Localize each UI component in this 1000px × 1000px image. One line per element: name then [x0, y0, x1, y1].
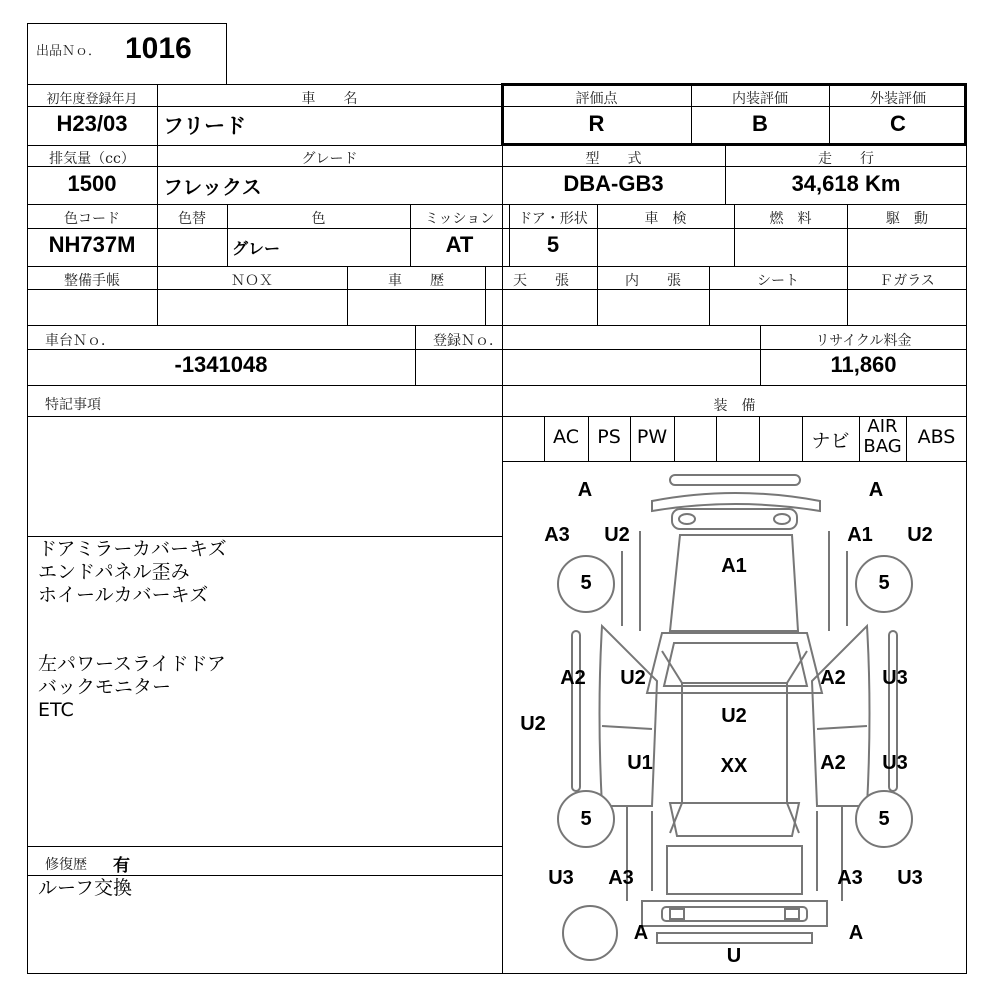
mark-front-left: A [577, 479, 593, 501]
nox-label: ＮＯＸ [231, 273, 273, 289]
mileage-label: 走 行 [818, 151, 874, 167]
model-label: 型 式 [585, 151, 642, 167]
mark-front-door-right: A2 [820, 667, 846, 689]
mark-quarter-right: A3 [837, 867, 863, 889]
wheel-fl-grade: 5 [580, 572, 592, 594]
seat-label: シート [757, 273, 799, 289]
note-line: ETC [38, 699, 74, 721]
note-line: 左パワースライドドア [38, 653, 226, 675]
mark-rear-center: U [726, 945, 742, 967]
equip-abs: ABS [917, 426, 956, 448]
car-name-value: フリード [163, 114, 247, 138]
color-label: 色 [311, 211, 326, 227]
mark-rear-door-right: A2 [820, 752, 846, 774]
mark-front-right: A [868, 479, 884, 501]
car-name-label: 車 名 [301, 91, 358, 107]
color-code-label: 色コード [64, 211, 120, 227]
registration-label: 登録Ｎｏ． [433, 333, 503, 349]
mark-quarter-left: U3 [548, 867, 574, 889]
roof-label: 天 張 [513, 273, 569, 289]
grade-label: グレード [301, 151, 358, 167]
color-code-value: NH737M [48, 232, 136, 257]
mark-roof: XX [720, 755, 748, 777]
grille-shape [672, 509, 797, 529]
equip-pw: PW [636, 426, 668, 448]
mark-quarter-left: A3 [608, 867, 634, 889]
mission-label: ミッション [424, 211, 495, 227]
note-line: ホイールカバーキズ [38, 584, 209, 606]
first-reg-value: H23/03 [56, 111, 128, 136]
repair-label: 修復歴 [45, 857, 87, 873]
recycle-label: リサイクル料金 [815, 333, 912, 349]
mark-fender-left: U2 [604, 524, 630, 546]
door-value: 5 [546, 232, 560, 257]
wheel-fr-grade: 5 [878, 572, 890, 594]
mark-fender-left: A3 [544, 524, 570, 546]
notes-label: 特記事項 [45, 397, 101, 413]
maintenance-label: 整備手帳 [64, 273, 120, 289]
exterior-value: C [890, 111, 906, 136]
mark-front-door-right: U3 [882, 667, 908, 689]
score-value: R [588, 111, 605, 136]
mark-fender-right: U2 [907, 524, 933, 546]
door-label: ドア・形状 [518, 211, 588, 227]
chassis-label: 車台Ｎｏ． [45, 333, 115, 349]
equip-airbag: AIR BAG [863, 416, 902, 457]
history-label: 車 歴 [388, 273, 444, 289]
note-line: バックモニター [38, 676, 172, 698]
roof-shape [682, 683, 787, 803]
repair-detail: ルーフ交換 [38, 877, 133, 899]
mark-front-door-left: U2 [620, 667, 646, 689]
interior-value: B [752, 111, 768, 136]
recolor-label: 色替 [178, 211, 206, 227]
equipment-label: 装 備 [713, 398, 756, 414]
equip-ps: PS [597, 426, 621, 448]
mark-rear-door-left: U1 [627, 752, 653, 774]
left-side-shape [600, 626, 658, 806]
mark-quarter-right: U3 [897, 867, 923, 889]
interior-label: 内装評価 [732, 91, 788, 107]
inner-label: 内 張 [625, 273, 681, 289]
wheel-rl-grade: 5 [580, 808, 592, 830]
repair-value: 有 [113, 856, 130, 876]
lot-number-label: 出品Ｎｏ． [36, 44, 102, 59]
right-side-shape [812, 626, 870, 806]
exterior-label: 外装評価 [870, 91, 926, 107]
equip-ac: AC [553, 426, 579, 448]
mark-front-door-left: A2 [560, 667, 586, 689]
mark-hood: A1 [721, 555, 747, 577]
displacement-value: 1500 [67, 171, 117, 196]
recycle-value: 11,860 [830, 352, 897, 377]
mark-rear-door-right: U3 [882, 752, 908, 774]
first-reg-label: 初年度登録年月 [46, 92, 138, 107]
equip-navi: ナビ [811, 430, 850, 452]
mileage-value: 34,618 Km [791, 171, 901, 196]
mark-rear-left: A [633, 922, 649, 944]
mark-roof: U2 [721, 705, 747, 727]
hood-shape [670, 535, 798, 631]
color-value: グレー [232, 239, 281, 258]
mission-value: AT [445, 232, 474, 257]
spare-tire-circle [563, 906, 617, 960]
wheel-rr-grade: 5 [878, 808, 890, 830]
mark-fender-right: A1 [847, 524, 873, 546]
glass-label: Ｆガラス [879, 273, 935, 289]
fuel-label: 燃 料 [769, 211, 812, 227]
note-line: ドアミラーカバーキズ [38, 538, 227, 560]
drive-label: 駆 動 [886, 211, 928, 227]
model-value: DBA-GB3 [563, 171, 664, 196]
chassis-value: -1341048 [174, 352, 268, 377]
mark-sill-left: U2 [520, 713, 546, 735]
displacement-label: 排気量（cc） [49, 151, 135, 167]
tailgate-shape [667, 846, 802, 894]
note-line: エンドパネル歪み [38, 561, 190, 583]
lot-number: 1016 [125, 32, 192, 65]
score-label: 評価点 [575, 91, 618, 107]
mark-rear-right: A [848, 922, 864, 944]
grade-value: フレックス [163, 175, 262, 199]
inspection-label: 車 検 [644, 211, 687, 227]
front-bumper-shape [670, 475, 800, 485]
